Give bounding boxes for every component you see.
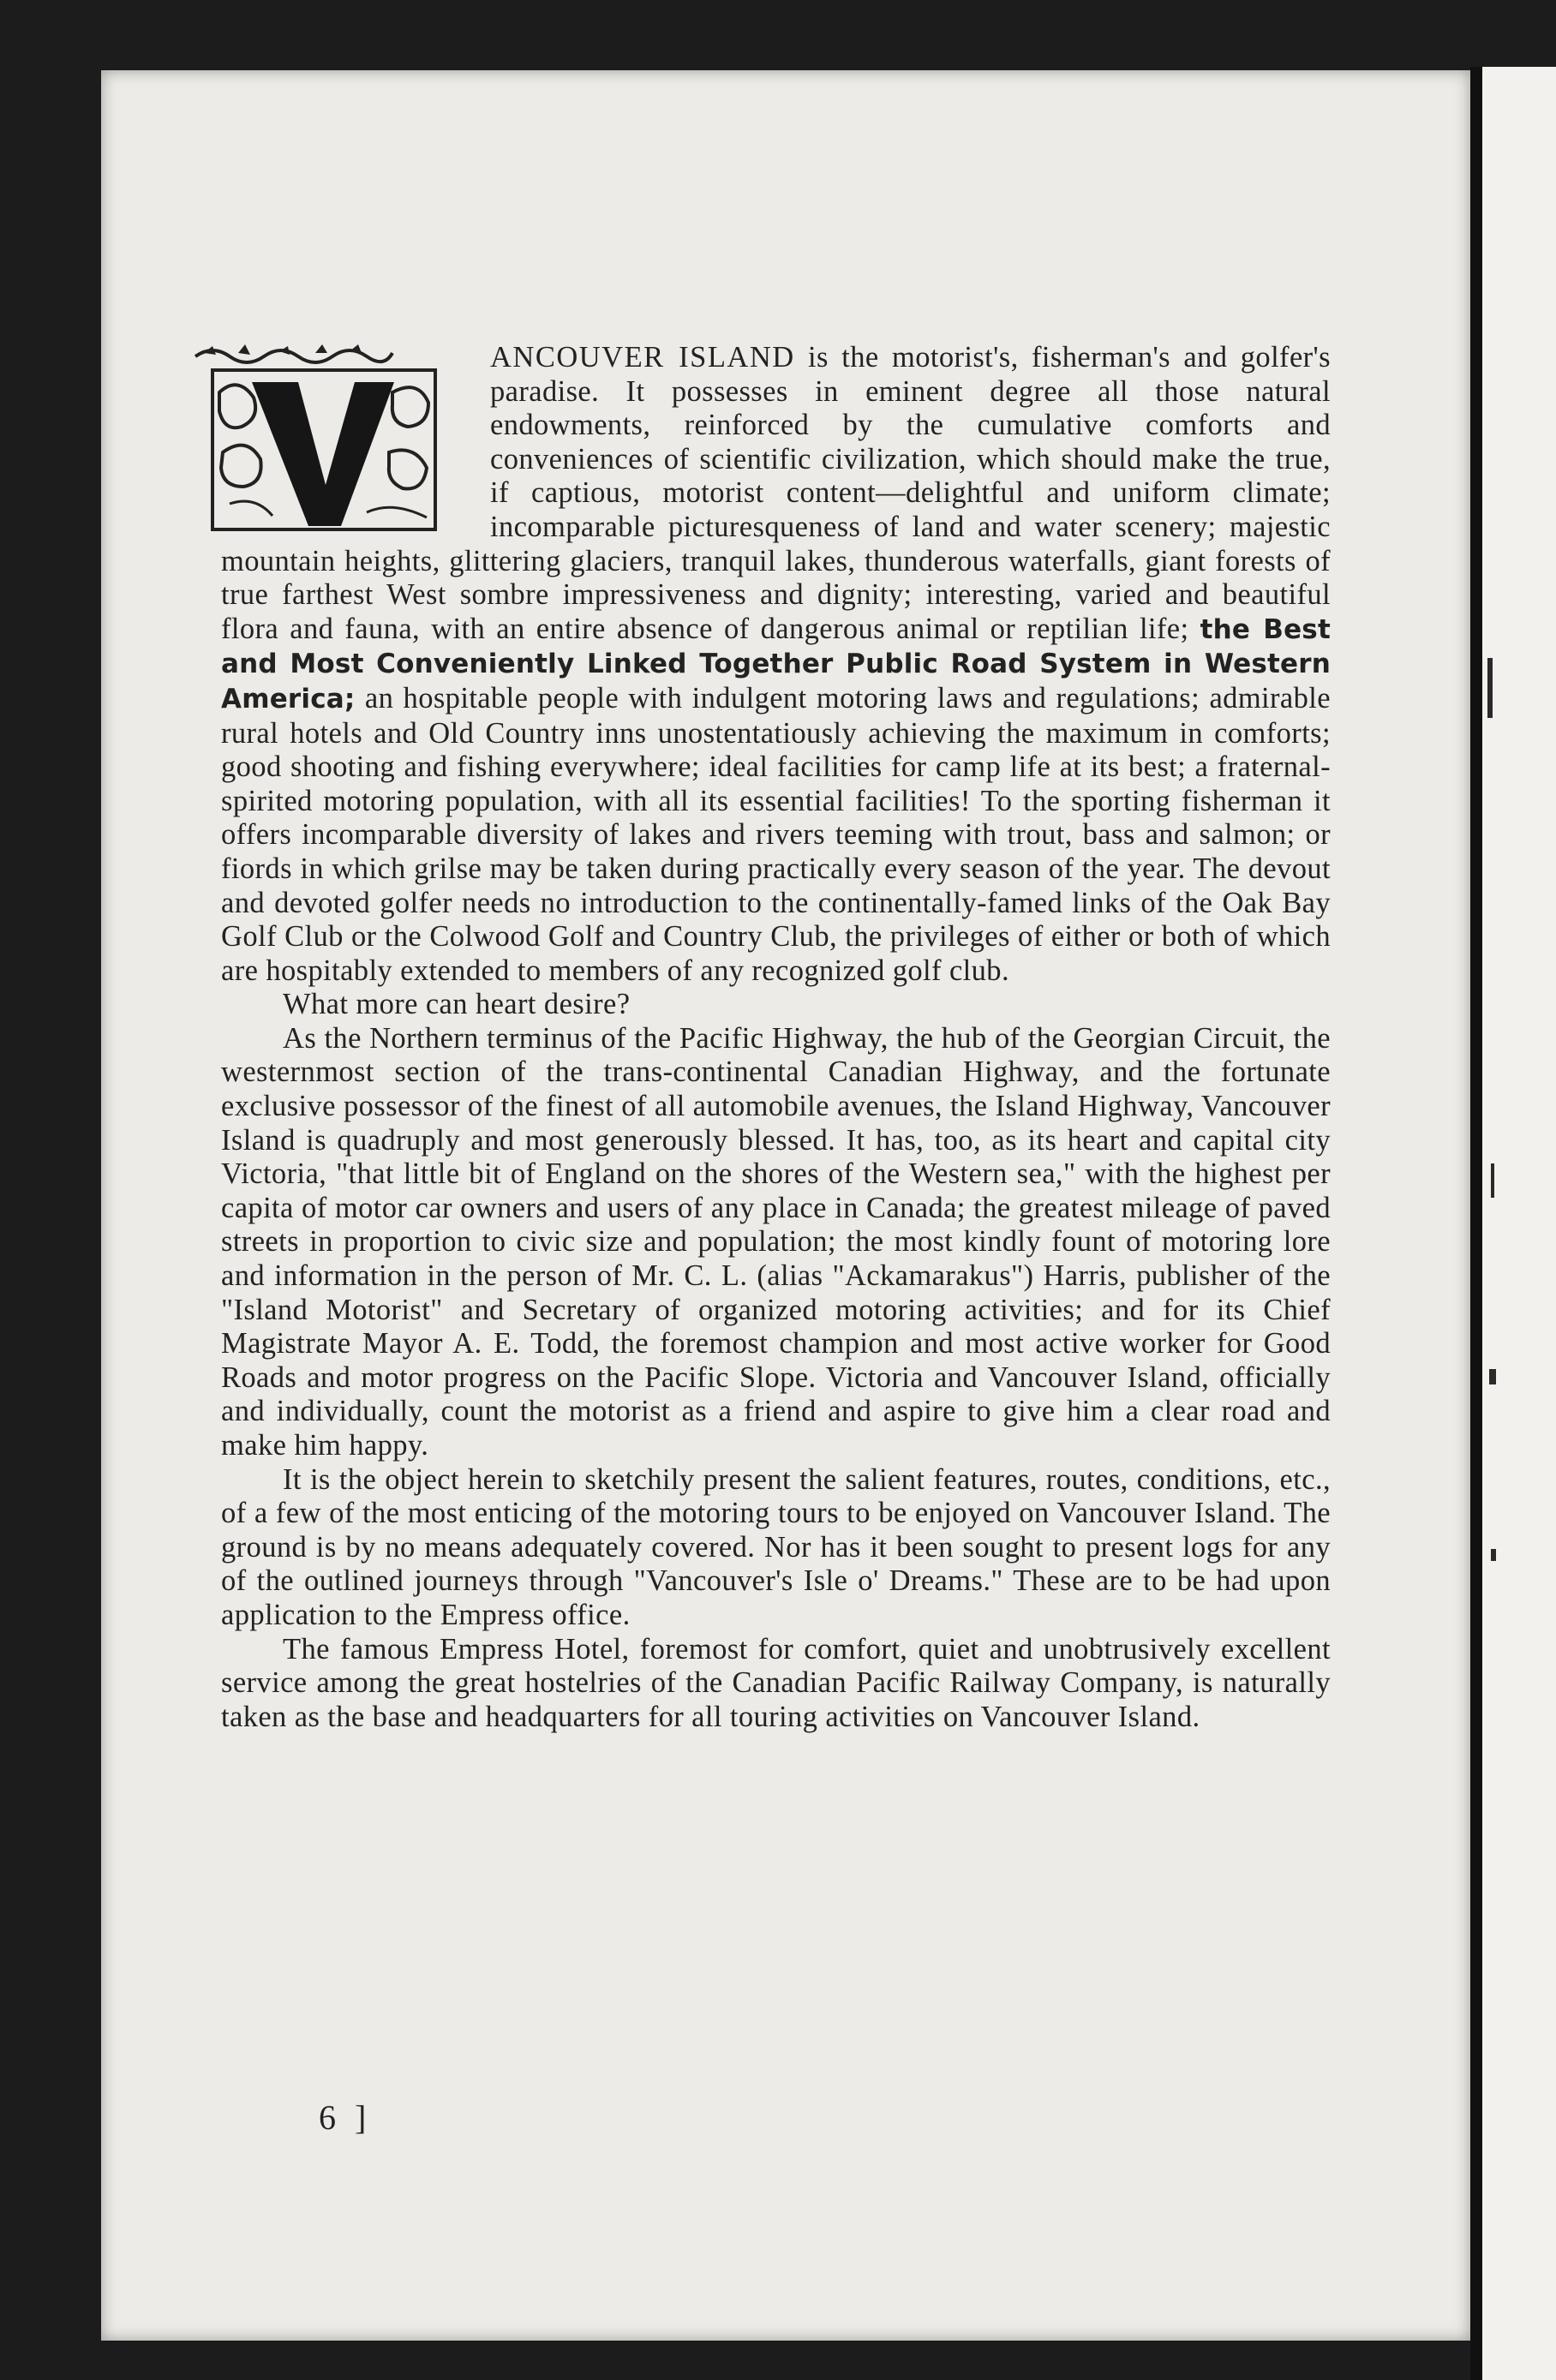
paragraph-1-text-b: an hospitable people with indulgent motoring laws and regulations; admirable rural hotels and Old Country inns unostentatiously achieving the maximum in comforts; good shooting and fishing everywhere; ideal facilities for camp life at its best; a fraternal-spirited motoring population, with all its essential facilities! To the sporting fisherman it offers incomparable diversity of lakes and rivers teeming with trout, bass and salmon; or fiords in which grilse may be taken during practically every season of the year. The devout and devoted golfer needs no introduction to the continentally-famed links of the Oak Bay Golf Club or the Colwood Golf and Country Club, the privileges of either or both of which are hospitably extended to members of any recognized golf club. <box>221 681 1331 987</box>
paragraph-1-text-a: is the motorist's, fisherman's and golfer's paradise. It possesses in eminent degree all those natural endowments, reinforced by the cumulative comforts and conveniences of scientific civilization, which should make the true, if captious, motorist content—delightful and uniform climate; incomparable picturesqueness of land and water scenery; majestic mountain heights, glittering glaciers, tranquil lakes, thunderous waterfalls, giant forests of true farthest West sombre impressiveness and dignity; interesting, varied and beautiful flora and fauna, with an entire absence of dangerous animal or reptilian life; <box>221 341 1331 645</box>
paragraph-3: As the Northern terminus of the Pacific Highway, the hub of the Georgian Circuit, the westernmost section of the trans-continental Canadian Highway, and the fortunate exclusive possessor of the finest of all automobile avenues, the Island Highway, Vancouver Island is quadruply and most generously blessed. It has, too, as its heart and capital city Victoria, "that little bit of England on the shores of the Western sea," with the highest per capita of motor car owners and users of any place in Canada; the greatest mileage of paved streets in proportion to civic size and population; the most kindly fount of motoring lore and information in the person of Mr. C. L. (alias "Ackamarakus") Harris, publisher of the "Island Motorist" and Secretary of organized motoring activities; and for its Chief Magistrate Mayor A. E. Todd, the foremost champion and most active worker for Good Roads and motor progress on the Pacific Slope. Victoria and Vancouver Island, officially and individually, count the motorist as a friend and aspire to give him a clear road and make him happy. <box>221 1021 1331 1462</box>
page-number: 6 ] <box>319 2098 372 2137</box>
ornamental-drop-cap <box>178 341 478 540</box>
vine-initial-icon <box>178 341 478 540</box>
body-text <box>221 341 1331 1734</box>
paragraph-5: The famous Empress Hotel, foremost for comfort, quiet and unobtrusively excellent service among the great hostelries of the Canadian Pacific Railway Company, is naturally taken as the base and headquarters for all touring activities on Vancouver Island. <box>221 1632 1331 1733</box>
paragraph-1-bold-phrase: the Best and Most Conveniently Linked Together Public Road System in Western America; <box>221 613 1331 715</box>
adjacent-page-edge <box>1470 67 1556 2380</box>
lead-words: ANCOUVER ISLAND <box>490 341 795 374</box>
paragraph-4: It is the object herein to sketchily present the salient features, routes, conditions, etc., of a few of the most enticing of the motoring tours to be enjoyed on Vancouver Island. The ground is by no means adequately covered. Nor has it been sought to present logs for any of the outlined journeys through "Vancouver's Isle o' Dreams." These are to be had upon application to the Empress office. <box>221 1462 1331 1631</box>
paragraph-2: What more can heart desire? <box>283 988 631 1021</box>
